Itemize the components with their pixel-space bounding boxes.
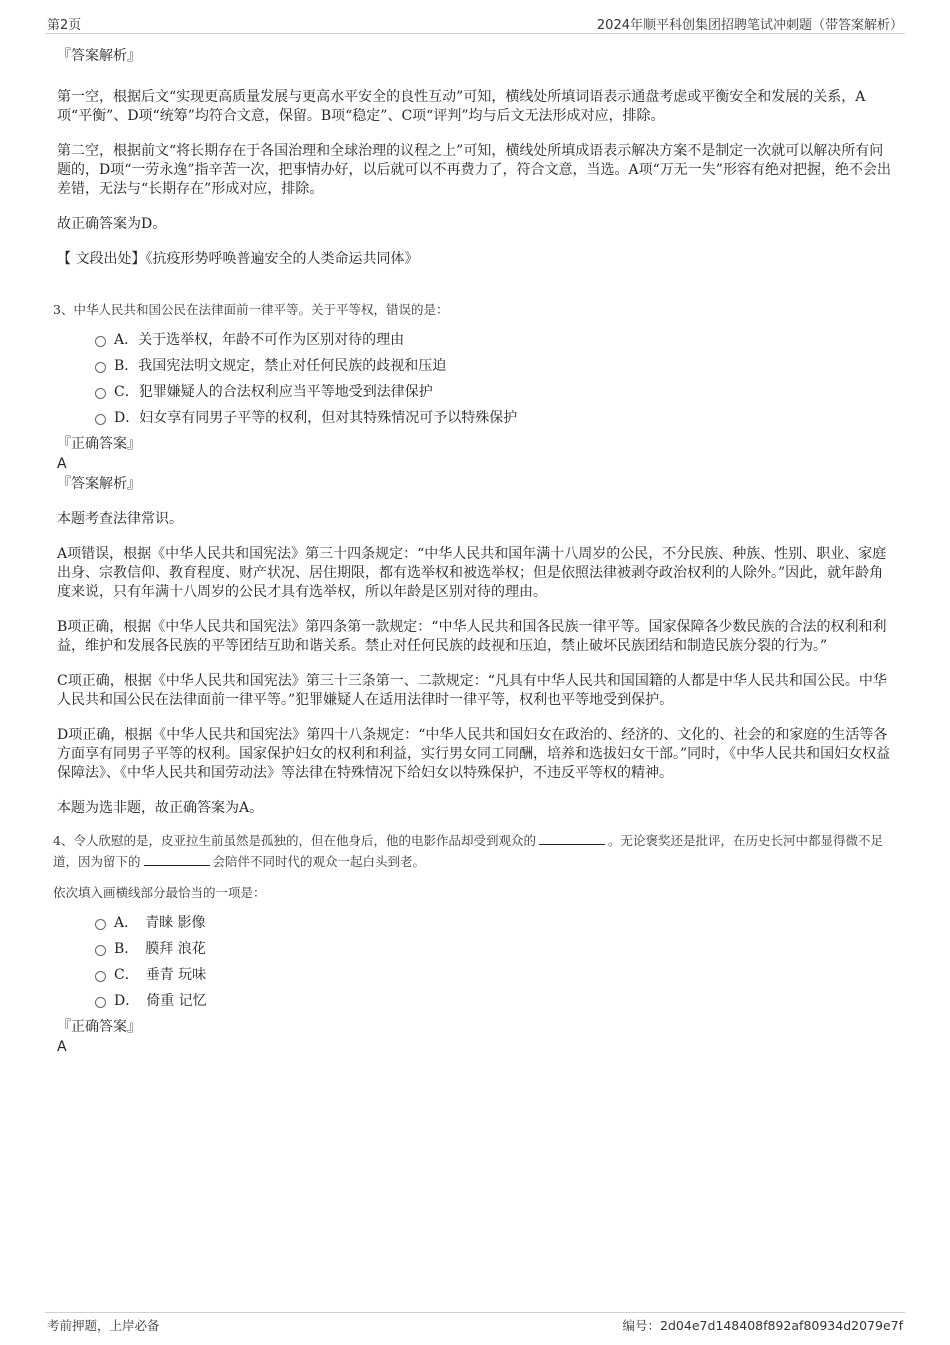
option-c[interactable]: C．犯罪嫌疑人的合法权利应当平等地受到法律保护 — [95, 378, 893, 404]
option-c[interactable]: C． 垂青 玩味 — [95, 961, 893, 987]
radio-icon[interactable] — [95, 414, 106, 425]
analysis-paragraph-d: D项正确，根据《中华人民共和国宪法》第四十八条规定：“中华人民共和国妇女在政治的、经济的、文化的、社会的和家庭的生活等各方面享有同男子平等的权利。国家保护妇女的权利和利益，实行男女同工同酬，培养和选拔妇女干部。”同时，《中华人民共和国妇女权益保障法》、《中华人民共和国劳动法》等法律在特殊情况下给妇女以特殊保护，不违反平等权的精神。 — [57, 727, 891, 781]
option-a[interactable]: A． 青睐 影像 — [95, 909, 893, 935]
fill-blank — [539, 832, 605, 845]
analysis-paragraph: 第一空，根据后文“实现更高质量发展与更高水平安全的良性互动”可知，横线处所填词语表示通盘考虑或平衡安全和发展的关系，A项“平衡”、D项“统筹”均符合文意，保留。B项“稳定”、C项“评判”均与后文无法形成对应，排除。 — [57, 89, 866, 124]
page-number: 第2页 — [47, 18, 82, 33]
radio-icon[interactable] — [95, 919, 106, 930]
radio-icon[interactable] — [95, 945, 106, 956]
analysis-paragraph: 第二空，根据前文“将长期存在于各国治理和全球治理的议程之上”可知，横线处所填成语表示解决方案不是制定一次就可以解决所有问题的，D项“一劳永逸”指辛苦一次，把事情办好，以后就可以不再费力了，符合文意，当选。A项“万无一失”形容有绝对把握，绝不会出差错，无法与“长期存在”形成对应，排除。 — [57, 143, 891, 197]
answer-conclusion: 本题为选非题，故正确答案为A。 — [57, 800, 264, 816]
radio-icon[interactable] — [95, 336, 106, 347]
option-d[interactable]: D． 倚重 记忆 — [95, 987, 893, 1013]
option-b[interactable]: B．我国宪法明文规定，禁止对任何民族的歧视和压迫 — [95, 352, 893, 378]
footer-slogan: 考前押题，上岸必备 — [47, 1318, 160, 1333]
correct-answer-tag: 『正确答案』 — [57, 436, 141, 452]
radio-icon[interactable] — [95, 997, 106, 1008]
option-d[interactable]: D．妇女享有同男子平等的权利，但对其特殊情况可予以特殊保护 — [95, 404, 893, 430]
radio-icon[interactable] — [95, 362, 106, 373]
answer-conclusion: 故正确答案为D。 — [57, 216, 167, 232]
analysis-paragraph-a: A项错误，根据《中华人民共和国宪法》第三十四条规定：“中华人民共和国年满十八周岁的公民，不分民族、种族、性别、职业、家庭出身、宗教信仰、教育程度、财产状况、居住期限，都有选举权和被选举权；但是依照法律被剥夺政治权利的人除外。”因此，就年龄角度来说，只有年满十八周岁的公民才具有选举权，所以年龄是区别对待的理由。 — [57, 546, 887, 600]
question-3-text: 3、中华人民共和国公民在法律面前一律平等。关于平等权，错误的是： — [53, 302, 449, 317]
page-footer — [45, 1312, 905, 1333]
question-4-instruction: 依次填入画横线部分最恰当的一项是： — [53, 885, 266, 900]
document-body — [53, 46, 893, 1057]
correct-answer-tag: 『正确答案』 — [57, 1019, 141, 1035]
correct-answer: A — [57, 1039, 67, 1055]
document-code: 编号：2d04e7d148408f892af80934d2079e7f — [622, 1318, 903, 1333]
question-3-options — [95, 326, 893, 430]
analysis-tag: 『答案解析』 — [57, 476, 141, 492]
source-citation: 【 文段出处】《抗疫形势呼唤普遍安全的人类命运共同体》 — [57, 251, 419, 267]
question-4-options — [95, 909, 893, 1013]
fill-blank — [144, 853, 210, 866]
document-title: 2024年顺平科创集团招聘笔试冲刺题（带答案解析） — [596, 18, 903, 33]
correct-answer: A — [57, 456, 67, 472]
radio-icon[interactable] — [95, 971, 106, 982]
question-4-text: 4、令人欣慰的是，皮亚拉生前虽然是孤独的，但在他身后，他的电影作品却受到观众的 。无论褒奖还是批评，在历史长河中都显得微不足道，因为留下的 会陪伴不同时代的观众一起白头到老。 — [53, 833, 883, 869]
radio-icon[interactable] — [95, 388, 106, 399]
page-header — [45, 14, 905, 34]
analysis-tag: 『答案解析』 — [57, 48, 141, 64]
analysis-paragraph-b: B项正确，根据《中华人民共和国宪法》第四条第一款规定：“中华人民共和国各民族一律平等。国家保障各少数民族的合法的权利和利益，维护和发展各民族的平等团结互助和谐关系。禁止对任何民族的歧视和压迫，禁止破坏民族团结和制造民族分裂的行为。” — [57, 619, 887, 654]
analysis-paragraph-c: C项正确，根据《中华人民共和国宪法》第三十三条第一、二款规定：“凡具有中华人民共和国国籍的人都是中华人民共和国公民。中华人民共和国公民在法律面前一律平等。”犯罪嫌疑人在适用法律时一律平等，权利也平等地受到保护。 — [57, 673, 887, 708]
option-a[interactable]: A．关于选举权，年龄不可作为区别对待的理由 — [95, 326, 893, 352]
analysis-intro: 本题考查法律常识。 — [57, 511, 183, 527]
option-b[interactable]: B． 膜拜 浪花 — [95, 935, 893, 961]
